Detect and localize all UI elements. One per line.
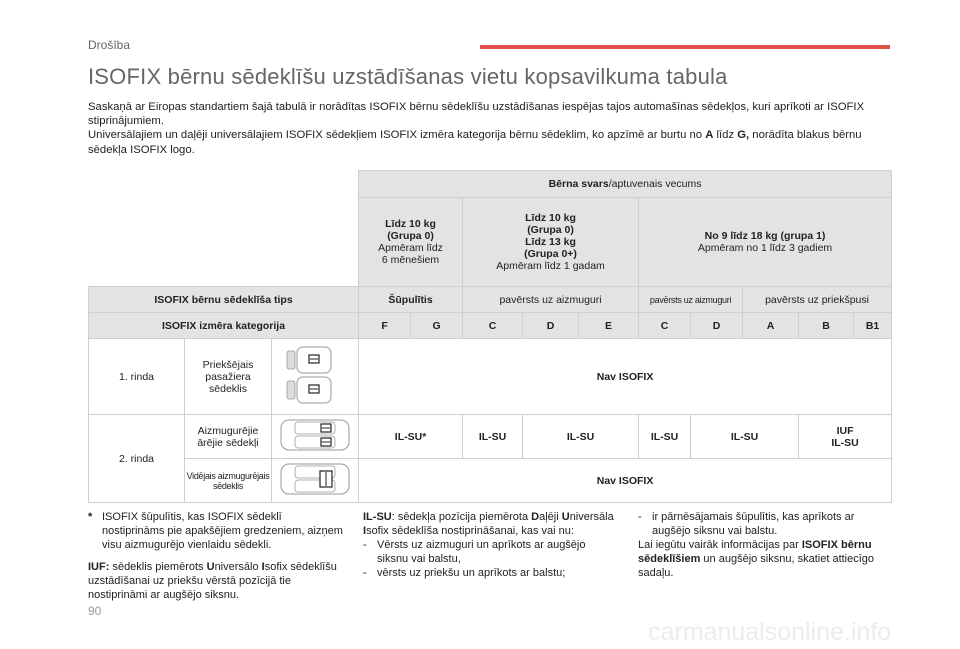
size-cell: F bbox=[359, 313, 411, 339]
row-2-middle-nav-isofix: Nav ISOFIX bbox=[359, 459, 892, 503]
page-title: ISOFIX bērnu sēdeklīšu uzstādīšanas vietu kopsavilkuma tabula bbox=[88, 64, 728, 89]
footnote-col-1 bbox=[88, 510, 343, 602]
section-title: Drošība bbox=[88, 38, 131, 52]
isofix-table bbox=[88, 170, 892, 503]
group-0-header: Līdz 10 kg (Grupa 0) Apmēram līdz 6 mēnešiem bbox=[359, 198, 463, 287]
group-0plus-header: Līdz 10 kg (Grupa 0) Līdz 13 kg (Grupa 0+) Apmēram līdz 1 gadam bbox=[463, 198, 639, 287]
size-cell: E bbox=[579, 313, 639, 339]
rear-outer-value: IL-SU bbox=[639, 415, 691, 459]
rear-outer-value: IL-SU bbox=[463, 415, 523, 459]
row-2-label: 2. rinda bbox=[89, 415, 185, 503]
footnote-ilsu: IL-SU: sēdekļa pozīcija piemērota Daļēji Universāla Isofix sēdeklīša nostiprināšanai, kas vai nu: bbox=[363, 511, 614, 537]
watermark: carmanualsonline.info bbox=[648, 618, 892, 646]
footnote-star: * ISOFIX šūpulītis, kas ISOFIX sēdeklī nostiprināms pie apakšējiem gredzeniem, aizņem visu aizmugurējo vienlaidu sēdekli. bbox=[88, 511, 343, 551]
rear-outer-value-iuf: IUF IL-SU bbox=[799, 415, 892, 459]
rear-outer-seats-label: Aizmugurējie ārējie sēdekļi bbox=[185, 415, 272, 459]
rear-outer-value: IL-SU* bbox=[359, 415, 463, 459]
row-1-nav-isofix: Nav ISOFIX bbox=[359, 339, 892, 415]
type-cot: Šūpulītis bbox=[359, 287, 463, 313]
rear-middle-seat-label: Vidējais aizmugurējais sēdeklis bbox=[185, 459, 272, 503]
footnote-more-info: Lai iegūtu vairāk informācijas par ISOFIX bērnu sēdeklīšiem un augšējo siksnu, skatiet attiecīgo sadaļu. bbox=[638, 539, 875, 579]
page-number: 90 bbox=[88, 604, 102, 618]
size-cell: D bbox=[523, 313, 579, 339]
rear-outer-seat-diagram-icon bbox=[272, 415, 359, 459]
header-accent-bar bbox=[480, 45, 890, 49]
size-cell: C bbox=[639, 313, 691, 339]
size-cell: D bbox=[691, 313, 743, 339]
size-cell: G bbox=[411, 313, 463, 339]
type-rear-facing: pavērsts uz aizmuguri bbox=[463, 287, 639, 313]
type-rear-facing-2: pavērsts uz aizmuguri bbox=[639, 287, 743, 313]
size-cell: A bbox=[743, 313, 799, 339]
size-cell: C bbox=[463, 313, 523, 339]
type-forward-facing: pavērsts uz priekšpusi bbox=[743, 287, 892, 313]
rear-outer-value: IL-SU bbox=[691, 415, 799, 459]
rear-outer-value: IL-SU bbox=[523, 415, 639, 459]
footnote-col-2 bbox=[363, 510, 618, 580]
size-cell: B1 bbox=[854, 313, 892, 339]
front-seat-diagram-icon bbox=[272, 339, 359, 415]
footnote-list-item: - Vērsts uz aizmuguri un aprīkots ar augšējo siksnu vai balstu, bbox=[363, 539, 586, 565]
front-passenger-seat-label: Priekšējais pasažiera sēdeklis bbox=[185, 339, 272, 415]
rear-middle-seat-diagram-icon bbox=[272, 459, 359, 503]
intro-paragraph-1: Saskaņā ar Eiropas standartiem šajā tabulā ir norādītas ISOFIX bērnu sēdeklīšu uzstādīšanas iespējas tajos automašīnas sēdekļos, kuri aprīkoti ar ISOFIX stiprinājumiem. bbox=[88, 101, 865, 128]
intro-paragraph-2: Universālajiem un daļēji universālajiem ISOFIX sēdekļiem ISOFIX izmēra kategorija bērnu sēdeklim, ko apzīmē ar burtu no A līdz G, norādīta blakus bērnu sēdekļa ISOFIX logo. bbox=[88, 129, 862, 156]
size-label: ISOFIX izmēra kategorija bbox=[89, 313, 359, 339]
weight-header: Bērna svars/aptuvenais vecums bbox=[359, 171, 892, 198]
footnote-iuf: IUF: sēdeklis piemērots Universālo Isofix sēdeklīšu uzstādīšanai uz priekšu vērstā pozīcijā tie nostiprināmi ar augšējo siksnu. bbox=[88, 561, 337, 601]
size-cell: B bbox=[799, 313, 854, 339]
intro-text bbox=[88, 100, 888, 157]
footnote-list-item: - ir pārnēsājamais šūpulītis, kas aprīkots ar augšējo siksnu vai balstu. bbox=[638, 511, 855, 537]
group-1-header: No 9 līdz 18 kg (grupa 1) Apmēram no 1 līdz 3 gadiem bbox=[639, 198, 892, 287]
footnote-list-item: - vērsts uz priekšu un aprīkots ar balstu; bbox=[363, 567, 566, 579]
footnote-col-3 bbox=[638, 510, 890, 580]
type-label: ISOFIX bērnu sēdeklīša tips bbox=[89, 287, 359, 313]
row-1-label: 1. rinda bbox=[89, 339, 185, 415]
